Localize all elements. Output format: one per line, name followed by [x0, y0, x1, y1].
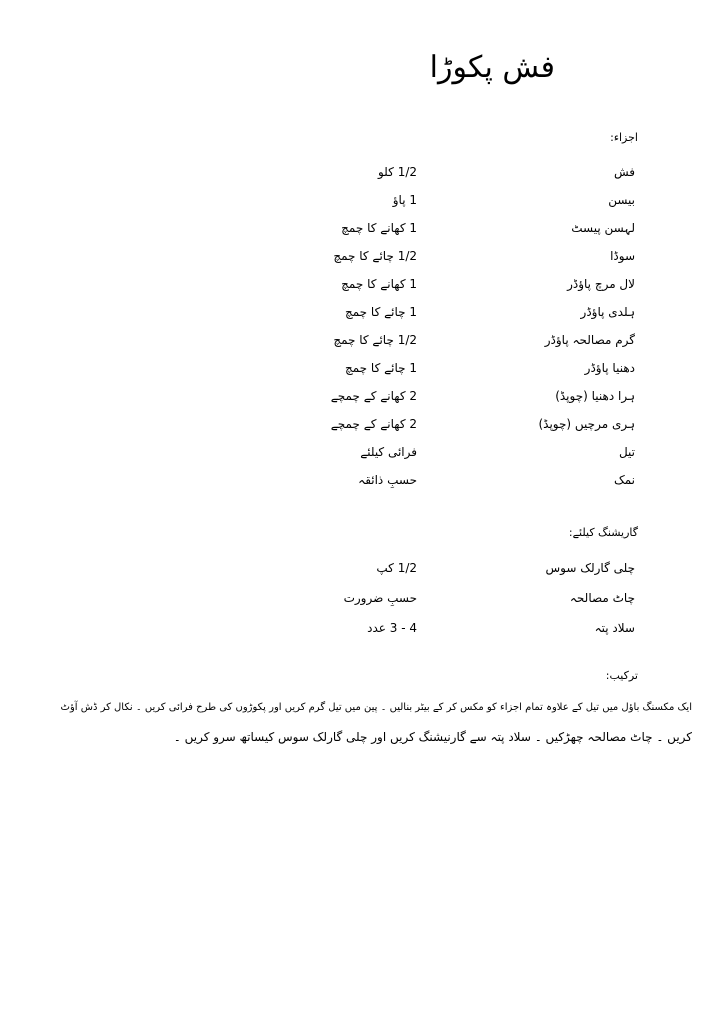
ingredient-quantity: 1 پاؤ [392, 193, 417, 207]
ingredient-quantity: 2 کھانے کے چمچے [330, 417, 417, 431]
ingredient-name: لہسن پیسٹ [571, 221, 635, 235]
ingredients-heading: اجزاء: [610, 131, 638, 144]
ingredient-row [0, 358, 723, 378]
ingredient-row [0, 386, 723, 406]
ingredient-quantity: 1 چائے کا چمچ [345, 305, 417, 319]
ingredient-name: نمک [613, 473, 635, 487]
garnishing-row [0, 558, 723, 578]
ingredient-quantity: 1 چائے کا چمچ [345, 361, 417, 375]
ingredient-quantity: 1 کھانے کا چمچ [341, 221, 417, 235]
ingredient-name: ہرا دھنیا (چوپڈ) [555, 389, 635, 403]
ingredient-quantity: 1 کھانے کا چمچ [341, 277, 417, 291]
ingredient-name: سوڈا [610, 249, 635, 263]
ingredient-quantity: 1/2 چائے کا چمچ [333, 333, 417, 347]
ingredient-name: تیل [618, 445, 635, 459]
ingredient-row [0, 330, 723, 350]
ingredient-row [0, 162, 723, 182]
ingredient-name: دھنیا پاؤڈر [584, 361, 635, 375]
method-line: کریں ۔ چاٹ مصالحہ چھڑکیں ۔ سلاد پتہ سے گارنیشنگ کریں اور چلی گارلک سوس کیساتھ سرو کریں ۔ [173, 730, 692, 744]
method-line: ایک مکسنگ باؤل میں تیل کے علاوہ تمام اجزاء کو مکس کر کے بیٹر بنالیں ۔ پین میں تیل گرم کریں اور پکوڑوں کی طرح فرائی کریں ۔ نکال کر ڈش آؤٹ [60, 702, 692, 713]
page-title: فش پکوڑا [429, 50, 555, 85]
ingredient-name: گرم مصالحہ پاؤڈر [544, 333, 635, 347]
garnishing-name: چلی گارلک سوس [545, 561, 635, 575]
ingredient-name: ہلدی پاؤڈر [580, 305, 635, 319]
ingredient-row [0, 470, 723, 490]
ingredient-quantity: فرائی کیلئے [360, 445, 417, 459]
ingredient-name: لال مرچ پاؤڈر [567, 277, 635, 291]
ingredient-row [0, 442, 723, 462]
ingredient-quantity: 1/2 کلو [377, 165, 417, 179]
garnishing-quantity: 1/2 کپ [376, 561, 417, 575]
ingredient-name: بیسن [608, 193, 635, 207]
garnishing-heading: گاریشنگ کیلئے: [568, 526, 638, 539]
method-heading: ترکیب: [605, 669, 638, 682]
garnishing-row [0, 588, 723, 608]
ingredient-row [0, 218, 723, 238]
ingredient-name: فش [613, 165, 635, 179]
ingredient-row [0, 274, 723, 294]
ingredient-row [0, 246, 723, 266]
ingredient-row [0, 190, 723, 210]
garnishing-row [0, 618, 723, 638]
garnishing-name: سلاد پتہ [594, 621, 635, 635]
garnishing-quantity: 4 - 3 عدد [367, 621, 417, 635]
ingredient-row [0, 302, 723, 322]
ingredient-quantity: 2 کھانے کے چمچے [330, 389, 417, 403]
ingredient-quantity: حسبِ ذائقہ [358, 473, 417, 487]
garnishing-name: چاٹ مصالحہ [569, 591, 635, 605]
garnishing-quantity: حسبِ ضرورت [343, 591, 417, 605]
ingredient-name: ہری مرچیں (چوپڈ) [538, 417, 635, 431]
ingredient-quantity: 1/2 چائے کا چمچ [333, 249, 417, 263]
ingredient-row [0, 414, 723, 434]
